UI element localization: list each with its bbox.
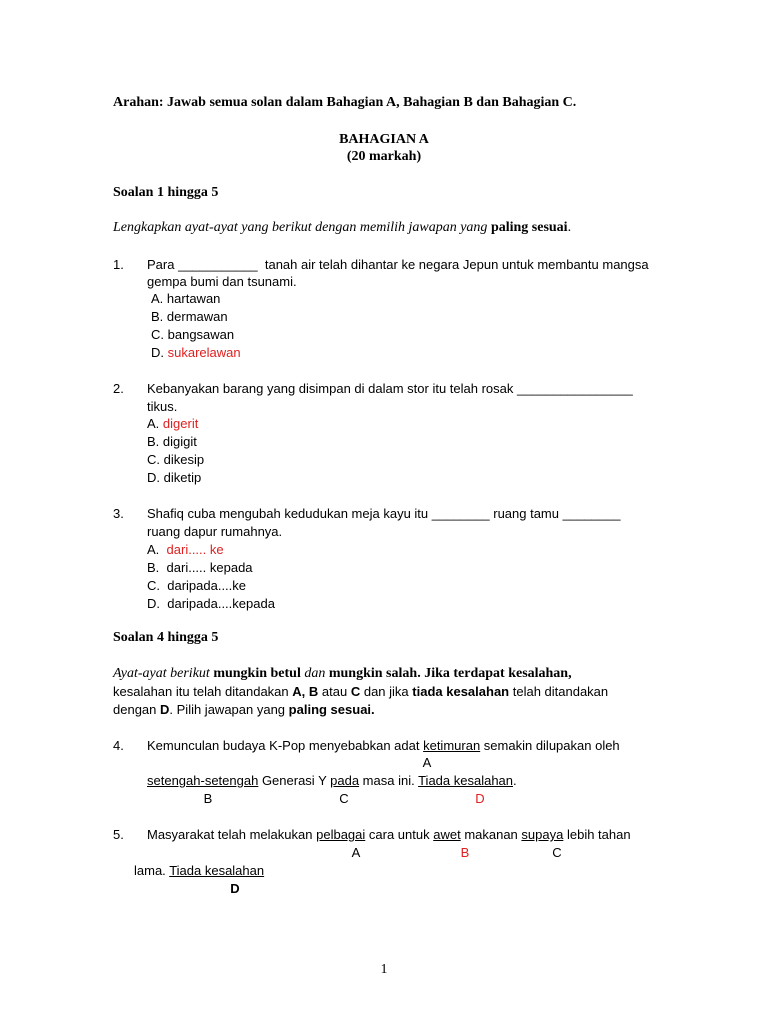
g2-l1-italic-1: Ayat-ayat berikut <box>113 666 210 681</box>
g2-l3-bold-2: paling sesuai. <box>288 702 375 717</box>
q3-option-b-text: dari..... kepada <box>166 560 253 575</box>
q1-option-d-text-answer: sukarelawan <box>167 345 241 360</box>
q4-number: 4. <box>113 738 124 753</box>
g2-l3-text-1: dengan <box>113 702 157 717</box>
q2-option-b <box>147 433 197 451</box>
q4-text-1: Kemunculan budaya K-Pop menyebabkan adat <box>147 738 420 753</box>
g2-l2-text-3: dan jika <box>363 684 409 699</box>
q3-option-a <box>147 541 224 559</box>
q1-option-b-letter: B. <box>151 309 164 324</box>
g2-l2-bold-2: C <box>350 684 361 699</box>
q3-blank-2: ________ <box>562 506 621 521</box>
q4-text-5: . <box>513 773 517 788</box>
q4-text-4: masa ini. <box>362 773 415 788</box>
q5-number: 5. <box>113 827 124 842</box>
q4-underlined-pada: pada <box>330 773 360 788</box>
q5-text-1: Masyarakat telah melakukan <box>147 827 313 842</box>
q5-text-4: lebih tahan <box>566 827 631 842</box>
q4-label-a: A <box>422 755 432 770</box>
g2-l2-bold-3: tiada kesalahan <box>412 684 510 699</box>
page-number: 1 <box>380 962 388 977</box>
q1-option-d <box>151 344 241 362</box>
q2-blank: ________________ <box>517 381 633 396</box>
section-marks: (20 markah) <box>346 149 422 164</box>
q2-option-d <box>147 469 201 487</box>
instruction-bold: paling sesuai <box>490 220 568 235</box>
group2-instruction-line1 <box>113 665 572 683</box>
q2-option-b-letter: B. <box>147 434 160 449</box>
q1-text-part1: Para <box>147 257 175 272</box>
instruction-end: . <box>567 220 572 235</box>
q3-option-d-text: daripada....kepada <box>167 596 275 611</box>
q4-underlined-ketimuran: ketimuran <box>423 738 481 753</box>
q5-underlined-pelbagai: pelbagai <box>316 827 366 842</box>
q1-line1 <box>147 256 649 274</box>
q5-label-c: C <box>552 845 562 860</box>
q2-line1 <box>147 380 633 398</box>
q3-option-b <box>147 559 253 577</box>
q3-option-d <box>147 595 275 613</box>
q3-line2: ruang dapur rumahnya. <box>147 524 283 539</box>
q2-option-c-letter: C. <box>147 452 160 467</box>
q1-option-d-letter: D. <box>151 345 164 360</box>
q1-option-c-text: bangsawan <box>167 327 235 342</box>
q4-label-d-answer: D <box>475 791 485 806</box>
q2-line2: tikus. <box>147 399 178 414</box>
q2-option-a-letter: A. <box>147 416 160 431</box>
g2-l1-bold-2: mungkin salah <box>328 666 418 681</box>
g2-l1-bold-3: . Jika terdapat kesalahan, <box>417 666 572 681</box>
q2-option-a <box>147 415 198 433</box>
q1-line2: gempa bumi dan tsunami. <box>147 274 297 289</box>
g2-l3-text-2: . Pilih jawapan yang <box>169 702 286 717</box>
q5-underlined-supaya: supaya <box>521 827 564 842</box>
q3-option-a-text-answer: dari..... ke <box>166 542 224 557</box>
instructions: Arahan: Jawab semua solan dalam Bahagian A, Bahagian B dan Bahagian C. <box>113 95 577 110</box>
q3-text-part2: ruang tamu <box>493 506 559 521</box>
g2-l1-bold-1: mungkin betul <box>213 666 301 681</box>
q1-option-a-letter: A. <box>151 291 164 306</box>
q3-option-b-letter: B. <box>147 560 160 575</box>
q1-option-b-text: dermawan <box>166 309 228 324</box>
g2-l2-text-1: kesalahan itu telah ditandakan <box>113 684 289 699</box>
q3-text-part1: Shafiq cuba mengubah kedudukan meja kayu itu <box>147 506 429 521</box>
q1-option-c <box>151 326 234 344</box>
instruction-text: Lengkapkan ayat-ayat yang berikut dengan memilih jawapan yang <box>113 220 488 235</box>
q1-option-c-letter: C. <box>151 327 164 342</box>
q4-line2 <box>147 772 517 790</box>
q4-underlined-tiada: Tiada kesalahan <box>418 773 514 788</box>
q3-option-c <box>147 577 246 595</box>
q2-option-d-letter: D. <box>147 470 160 485</box>
section-title: BAHAGIAN A <box>339 132 429 147</box>
q5-text-2: cara untuk <box>368 827 430 842</box>
q4-underlined-setengah: setengah-setengah <box>147 773 259 788</box>
q1-option-b <box>151 308 228 326</box>
group1-heading: Soalan 1 hingga 5 <box>113 185 219 200</box>
q3-line1 <box>147 505 620 523</box>
q3-option-a-letter: A. <box>147 542 160 557</box>
g2-l2-text-2: atau <box>321 684 348 699</box>
g2-l2-text-4: telah ditandakan <box>512 684 609 699</box>
q5-label-a: A <box>351 845 361 860</box>
q1-option-a-text: hartawan <box>166 291 221 306</box>
q5-line2 <box>134 862 264 880</box>
q3-option-c-letter: C. <box>147 578 160 593</box>
q1-blank: ___________ <box>178 257 258 272</box>
q4-label-b: B <box>203 791 213 806</box>
q1-text-part2: tanah air telah dihantar ke negara Jepun untuk membantu mangsa <box>264 257 649 272</box>
q2-option-d-text: diketip <box>163 470 202 485</box>
g2-l2-bold-1: A, B <box>292 684 319 699</box>
q3-blank-1: ________ <box>431 506 490 521</box>
q5-line1 <box>147 826 631 844</box>
q5-text-3: makanan <box>464 827 518 842</box>
g2-l3-bold-1: D <box>160 702 170 717</box>
q5-label-b-answer: B <box>460 845 470 860</box>
group2-heading: Soalan 4 hingga 5 <box>113 630 219 645</box>
q5-underlined-tiada: Tiada kesalahan <box>169 863 265 878</box>
q2-number: 2. <box>113 381 124 396</box>
group1-instruction <box>113 219 571 237</box>
group2-instruction-line2 <box>113 683 608 701</box>
q5-label-d: D <box>230 881 240 896</box>
q2-text-part1: Kebanyakan barang yang disimpan di dalam stor itu telah rosak <box>147 381 514 396</box>
q5-text-5: lama. <box>134 863 166 878</box>
q4-text-3: Generasi Y <box>261 773 327 788</box>
q5-underlined-awet: awet <box>433 827 461 842</box>
q2-option-b-text: digigit <box>162 434 197 449</box>
q1-option-a <box>151 290 220 308</box>
q2-option-c <box>147 451 204 469</box>
q2-option-c-text: dikesip <box>163 452 205 467</box>
q4-text-2: semakin dilupakan oleh <box>483 738 620 753</box>
q3-option-c-text: daripada....ke <box>167 578 247 593</box>
q4-label-c: C <box>339 791 349 806</box>
q3-option-d-letter: D. <box>147 596 160 611</box>
q2-option-a-text-answer: digerit <box>162 416 199 431</box>
g2-l1-italic-2: dan <box>304 666 326 681</box>
group2-instruction-line3 <box>113 701 375 719</box>
q1-number: 1. <box>113 257 124 272</box>
q4-line1 <box>147 737 620 755</box>
q3-number: 3. <box>113 506 124 521</box>
